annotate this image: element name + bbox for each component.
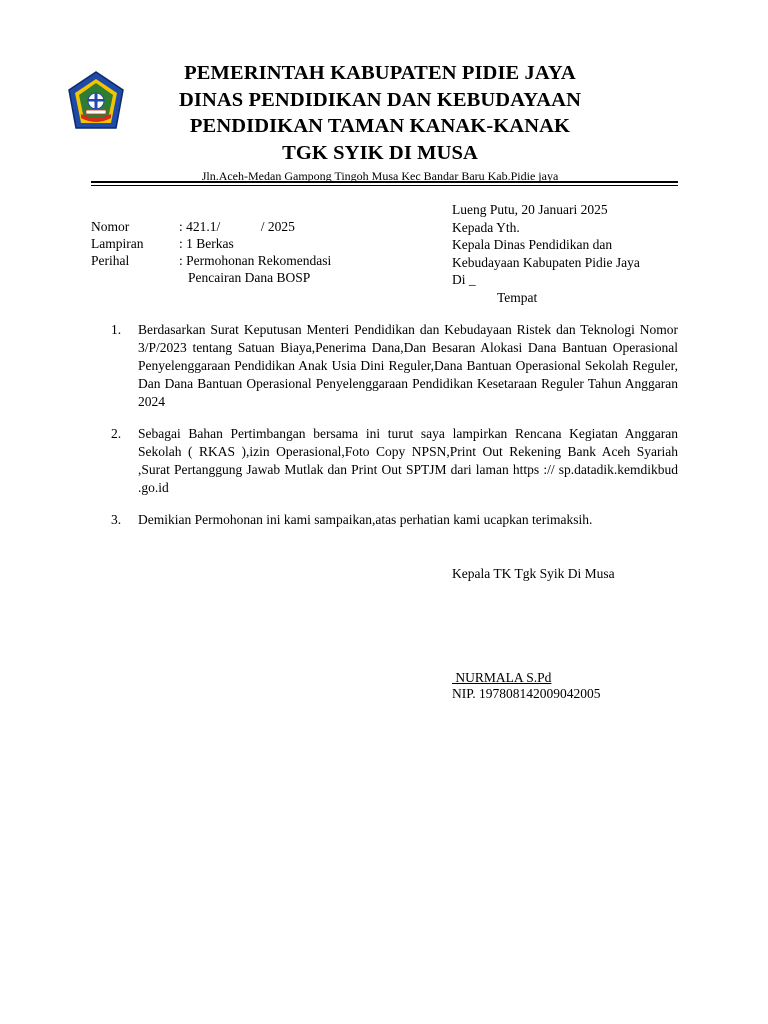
header-divider-thin	[91, 185, 678, 186]
list-item	[91, 321, 678, 411]
letterhead	[150, 60, 610, 184]
letter-meta	[91, 218, 331, 286]
addressee-kepada: Kepada Yth.	[452, 219, 520, 235]
meta-value-nomor: : 421.1/ / 2025	[179, 219, 295, 234]
list-item	[91, 425, 678, 497]
list-item	[91, 511, 678, 529]
signature-title: Kepala TK Tgk Syik Di Musa	[452, 566, 615, 581]
addressee-block	[452, 201, 640, 306]
list-item-text: Sebagai Bahan Pertimbangan bersama ini turut saya lampirkan Rencana Kegiatan Anggaran Sekolah ( RKAS ),izin Operasional,Foto Copy NPSN,Print Out Rekening Bank Aceh Syariah ,Surat Pertanggung Jawab Mutlak dan Print Out SPTJM dari laman https :// sp.datadik.kemdikbud .go.id	[138, 426, 678, 495]
list-item-number: 2.	[111, 426, 122, 441]
letterhead-line-2: DINAS PENDIDIKAN DAN KEBUDAYAAN	[179, 88, 581, 111]
meta-value-lampiran: : 1 Berkas	[179, 236, 234, 251]
letterhead-line-3: PENDIDIKAN TAMAN KANAK-KANAK	[189, 115, 571, 137]
letter-body-list	[91, 321, 678, 543]
addressee-tempat: Tempat	[497, 289, 538, 305]
list-item-number: 1.	[111, 322, 122, 337]
list-item-text: Berdasarkan Surat Keputusan Menteri Pendidikan dan Kebudayaan Ristek dan Teknologi Nomor 3/P/2023 tentang Satuan Biaya,Penerima Dana,Dan Besaran Alokasi Dana Bantuan Operasional Penyelenggaraan Pendidikan Anak Usia Dini Reguler,Dana Bantuan Operasional Sekolah Reguler, Dan Dana Bantuan Operasional Penyelenggaraan Pendidikan Kesetaraan Reguler Tahun Anggaran 2024	[138, 322, 678, 409]
letter-date: Lueng Putu, 20 Januari 2025	[452, 202, 608, 217]
addressee-line-1: Kepala Dinas Pendidikan dan	[452, 237, 613, 252]
pidie-jaya-emblem-icon	[66, 70, 126, 136]
signature-nip: NIP. 197808142009042005	[452, 686, 601, 701]
letterhead-address: Jln.Aceh-Medan Gampong Tingoh Musa Kec Bandar Baru Kab.Pidie jaya	[201, 169, 559, 183]
list-item-text: Demikian Permohonan ini kami sampaikan,atas perhatian kami ucapkan terimaksih.	[138, 512, 593, 527]
meta-row-perihal	[91, 252, 331, 269]
meta-row-nomor	[91, 218, 331, 235]
meta-value-perihal-cont: Pencairan Dana BOSP	[188, 270, 311, 285]
meta-label-perihal: Perihal	[91, 253, 130, 268]
letterhead-line-1: PEMERINTAH KABUPATEN PIDIE JAYA	[184, 62, 576, 84]
addressee-line-2: Kebudayaan Kabupaten Pidie Jaya	[452, 254, 640, 270]
meta-label-lampiran: Lampiran	[91, 236, 144, 251]
letterhead-line-4: TGK SYIK DI MUSA	[282, 141, 478, 164]
signature-name: NURMALA S.Pd	[452, 670, 552, 685]
header-divider-thick	[91, 181, 678, 183]
meta-value-perihal: : Permohonan Rekomendasi	[179, 253, 332, 268]
meta-row-lampiran	[91, 235, 331, 252]
addressee-di: Di _	[452, 272, 476, 287]
list-item-number: 3.	[111, 512, 122, 527]
meta-label-nomor: Nomor	[91, 219, 130, 234]
